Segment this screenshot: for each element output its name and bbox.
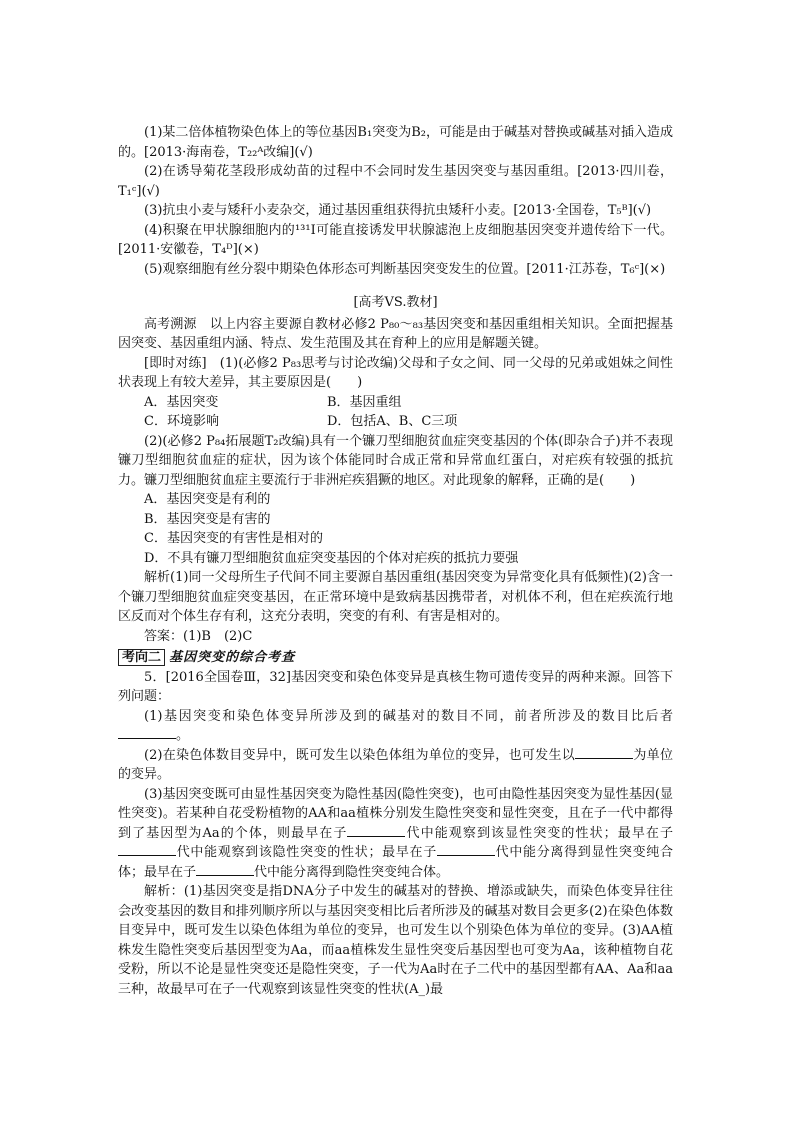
origin-paragraph: 高考溯源 以上内容主要源自教材必修2 P₈₀～₈₃基因突变和基因重组相关知识。全面把握基因突变、基因重组内涵、特点、发生范围及其在育种上的应用是解题关键。 (118, 316, 673, 351)
question-5-part-2: (2)在染色体数目变异中，既可发生以染色体组为单位的变异，也可发生以 为单位的变异。 (118, 747, 673, 782)
recap-item-2: (2)在诱导菊花茎段形成幼苗的过程中不会同时发生基因突变与基因重组。[2013·四川卷，T₁ᶜ](√) (118, 164, 673, 199)
question-5-stem: 5．[2016全国卷Ⅲ，32]基因突变和染色体变异是真核生物可遗传变异的两种来源。回答下列问题： (118, 669, 673, 704)
document-page (118, 123, 673, 999)
question-5-part-3: (3)基因突变既可由显性基因突变为隐性基因(隐性突变)，也可由隐性基因突变为显性基因(显性突变)。若某种自花受粉植物的AA和aa植株分别发生隐性突变和显性突变，且在子一代中都得到了基因型为Aa的个体，则最早在子 代中能观察到该显性突变的性状；最早在子代中能观察到该隐性突变的性状；最早在子 代中能分离得到显性突变纯合体；最早在子 代中能分离得到隐性突变纯合体。 (118, 786, 673, 880)
question-2-option-a: A．基因突变是有利的 (144, 492, 271, 507)
section-2-heading (118, 648, 673, 668)
analysis-2: 解析：(1)基因突变是指DNA分子中发生的碱基对的替换、增添或缺失，而染色体变异往往会改变基因的数目和排列顺序所以与基因突变相比后者所涉及的碱基对数目会更多(2)在染色体数目变异中，既可发生以染色体组为单位的变异，也可发生以个别染色体为单位的变异。(3)AA植株发生隐性突变后基因型变为Aa，而aa植株发生显性突变后基因型也可变为Aa，该种植物自花受粉，所以不论是显性突变还是隐性突变，子一代为Aa时在子二代中的基因型都有AA、Aa和aa三种，故最早可在子一代观察到该显性突变的性状(A_)最 (118, 884, 673, 997)
question-2-option-d: D．不具有镰刀型细胞贫血症突变基因的个体对疟疾的抵抗力要强 (144, 550, 519, 566)
section-2-title: 基因突变的综合考查 (169, 650, 296, 665)
question-1-stem: [即时对练] (1)(必修2 P₈₃思考与讨论改编)父母和子女之间、同一父母的兄弟或姐妹之间性状表现上有较大差异，其主要原因是( ) (118, 355, 673, 390)
answer-blank[interactable] (118, 726, 176, 739)
section-title: [高考VS.教材] (353, 295, 438, 310)
question-1-options-row-1 (118, 393, 673, 413)
question-1-option-a: A．基因突变 (144, 394, 219, 410)
answer-1: 答案：(1)B (2)C (144, 628, 253, 644)
answer-blank[interactable] (196, 863, 254, 876)
recap-item-1: (1)某二倍体植物染色体上的等位基因B₁突变为B₂，可能是由于碱基对替换或碱基对插入造成的。[2013·海南卷，T₂₂ᴬ改编](√) (118, 125, 673, 160)
answer-blank[interactable] (575, 746, 633, 759)
section-2-tag: 考向二 (118, 649, 165, 666)
recap-item-3: (3)抗虫小麦与矮秆小麦杂交，通过基因重组获得抗虫矮秆小麦。[2013·全国卷，T₅ᴮ](√) (144, 203, 652, 218)
question-2-stem: (2)(必修2 P₈₄拓展题T₂改编)具有一个镰刀型细胞贫血症突变基因的个体(即杂合子)并不表现镰刀型细胞贫血症的症状，因为该个体能同时合成正常和异常血红蛋白，对疟疾有较强的抵抗力。镰刀型细胞贫血症主要流行于非洲疟疾猖獗的地区。对此现象的解释，正确的是( ) (118, 433, 673, 488)
question-5-part-1: (1)基因突变和染色体变异所涉及到的碱基对的数目不同，前者所涉及的数目比后者。 (118, 707, 673, 746)
analysis-1: 解析(1)同一父母所生子代间不同主要源自基因重组(基因突变为异常变化具有低频性)(2)含一个镰刀型细胞贫血症突变基因，在正常环境中是致病基因携带者，对机体不利，但在疟疾流行地区反而对个体生存有利，这充分表明，突变的有利、有害是相对的。 (118, 570, 673, 624)
question-1-option-c: C．环境影响 (144, 414, 219, 429)
question-1-options-row-2 (118, 412, 673, 432)
answer-blank[interactable] (437, 843, 495, 856)
question-2-option-b: B．基因突变是有害的 (144, 511, 271, 527)
question-1-option-d: D．包括A、B、C三项 (327, 414, 458, 429)
answer-blank[interactable] (347, 824, 405, 837)
answer-blank[interactable] (118, 843, 176, 856)
question-2-option-c: C．基因突变的有害性是相对的 (144, 531, 323, 546)
recap-item-4: (4)积聚在甲状腺细胞内的¹³¹I可能直接诱发甲状腺滤泡上皮细胞基因突变并遗传给下一代。[2011·安徽卷，T₄ᴰ](×) (118, 222, 673, 257)
recap-item-5: (5)观察细胞有丝分裂中期染色体形态可判断基因突变发生的位置。[2011·江苏卷，T₆ᶜ](×) (144, 261, 666, 277)
question-1-option-b: B．基因重组 (327, 394, 402, 410)
